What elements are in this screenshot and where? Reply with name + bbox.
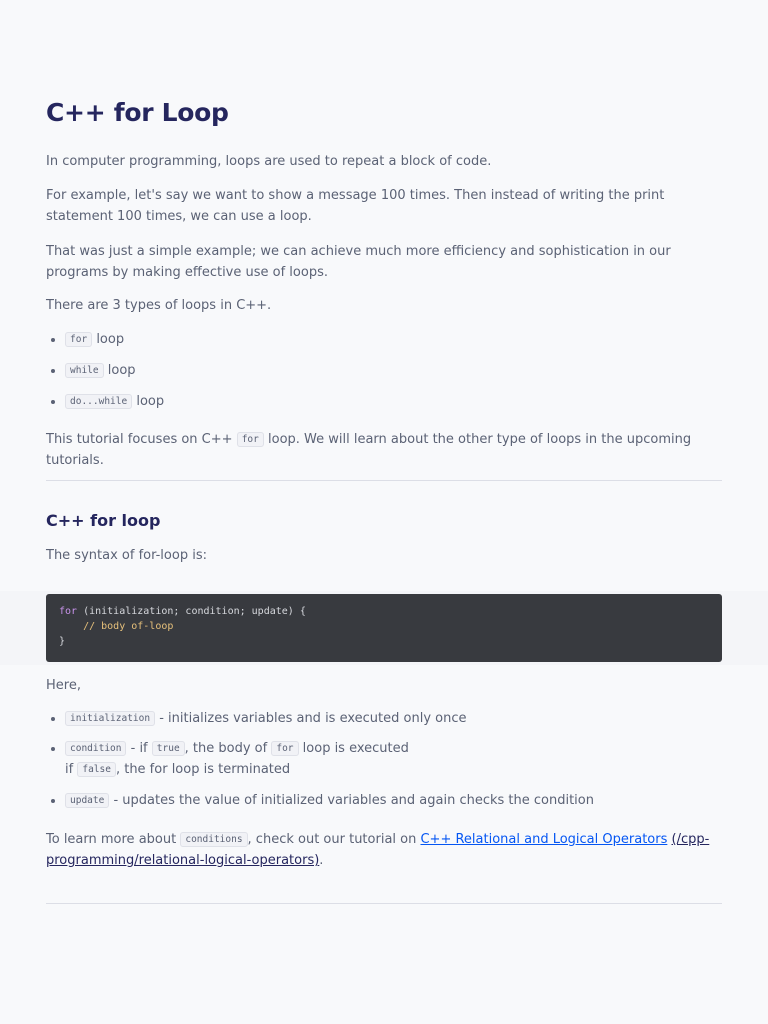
inline-code: while	[65, 363, 104, 378]
code-line: (initialization; condition; update) {	[77, 606, 306, 617]
list-item-text: loop is executed	[302, 741, 409, 756]
inline-code: true	[152, 741, 185, 756]
inline-code: update	[65, 793, 109, 808]
inline-code: false	[77, 762, 116, 777]
inline-code: for	[271, 741, 298, 756]
intro-paragraph-3: That was just a simple example; we can achieve much more efficiency and sophistication in our programs by making effective use of loops.	[46, 244, 671, 280]
focus-paragraph	[46, 429, 722, 471]
inline-code: for	[65, 332, 92, 347]
inline-code: conditions	[180, 832, 247, 847]
list-item	[46, 391, 164, 412]
loop-types-list	[46, 329, 164, 412]
list-item	[46, 329, 164, 350]
inline-code: do...while	[65, 394, 132, 409]
list-item	[46, 360, 164, 381]
section-heading: C++ for loop	[46, 511, 161, 530]
intro-paragraph-2: For example, let's say we want to show a message 100 times. Then instead of writing the print statement 100 times, we can use a loop.	[46, 188, 665, 224]
learn-more-text: , check out our tutorial on	[247, 832, 417, 847]
code-comment: // body of-loop	[59, 621, 174, 632]
list-item-text: - updates the value of initialized variables and again checks the condition	[113, 793, 594, 808]
list-item-text: , the body of	[184, 741, 268, 756]
page-title: C++ for Loop	[46, 98, 229, 127]
list-item-text: loop	[136, 394, 165, 409]
code-block[interactable]	[46, 594, 722, 662]
section-divider	[46, 480, 722, 481]
code-line: }	[59, 636, 66, 647]
list-item-text: , the for loop is terminated	[115, 762, 291, 777]
list-item	[46, 708, 594, 729]
list-item-text: loop	[96, 332, 125, 347]
list-item-text: if	[65, 762, 74, 777]
list-item-text: loop	[107, 363, 136, 378]
list-item	[46, 790, 594, 811]
learn-more-text: To learn more about	[46, 832, 177, 847]
learn-more-paragraph	[46, 829, 722, 871]
list-item-text: - if	[130, 741, 148, 756]
code-keyword: for	[59, 606, 78, 617]
inline-code: condition	[65, 741, 126, 756]
explain-list	[46, 708, 594, 811]
intro-paragraph-4: There are 3 types of loops in C++.	[46, 298, 272, 313]
section-divider	[46, 903, 722, 904]
inline-code: initialization	[65, 711, 155, 726]
inline-code: for	[237, 432, 264, 447]
here-text: Here,	[46, 678, 81, 693]
link-url[interactable]: (/cpp-programming/relational-logical-operators)	[46, 832, 710, 868]
focus-text: This tutorial focuses on C++	[46, 432, 233, 447]
focus-text: loop. We will learn about the other type of loops in the upcoming tutorials.	[46, 432, 692, 468]
list-item-text: - initializes variables and is executed only once	[159, 711, 467, 726]
intro-paragraph-1: In computer programming, loops are used to repeat a block of code.	[46, 154, 492, 169]
relational-operators-link[interactable]: C++ Relational and Logical Operators	[420, 832, 668, 847]
learn-more-text: .	[319, 853, 324, 868]
list-item	[46, 738, 594, 780]
syntax-intro: The syntax of for-loop is:	[46, 548, 207, 563]
